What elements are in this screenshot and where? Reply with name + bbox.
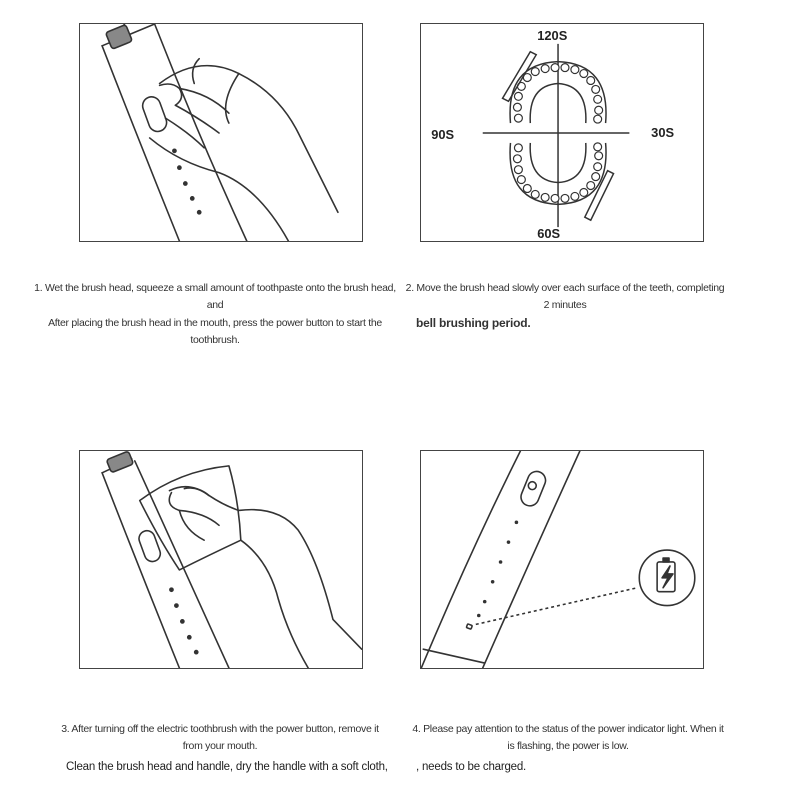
step-1-caption: 1. Wet the brush head, squeeze a small amount of toothpaste onto the brush head, and xyxy=(34,282,396,311)
step-1-subcaption: After placing the brush head in the mouth, press the power button to start the toothbrush. xyxy=(48,317,382,346)
illustration-brushing-timing-diagram xyxy=(420,23,704,242)
step-2-subcaption: bell brushing period. xyxy=(416,316,531,330)
timing-label-left: 90S xyxy=(431,126,455,142)
step-2-caption: 2. Move the brush head slowly over each surface of the teeth, completing 2 minutes xyxy=(405,282,725,311)
hand-wiping-toothbrush-drawing xyxy=(80,451,362,668)
timing-label-bottom: 60S xyxy=(537,226,561,241)
step-3-caption: 3. After turning off the electric toothbrush with the power button, remove it from your mouth. xyxy=(61,723,379,752)
illustration-wipe-toothbrush xyxy=(79,450,363,669)
teeth-quadrant-diagram xyxy=(421,24,703,241)
step-4-subcaption: , needs to be charged. xyxy=(416,761,527,773)
illustration-power-indicator xyxy=(420,450,704,669)
step-3-subcaption: Clean the brush head and handle, dry the handle with a soft cloth, xyxy=(66,761,388,773)
illustration-press-power-button xyxy=(79,23,363,242)
step-4-caption: 4. Please pay attention to the status of the power indicator light. When it is flashing, the power is low. xyxy=(412,723,724,752)
hand-holding-toothbrush-drawing xyxy=(80,24,362,241)
timing-label-right: 30S xyxy=(651,124,675,140)
toothbrush-battery-indicator-drawing xyxy=(421,451,703,668)
timing-label-top: 120S xyxy=(537,27,568,43)
